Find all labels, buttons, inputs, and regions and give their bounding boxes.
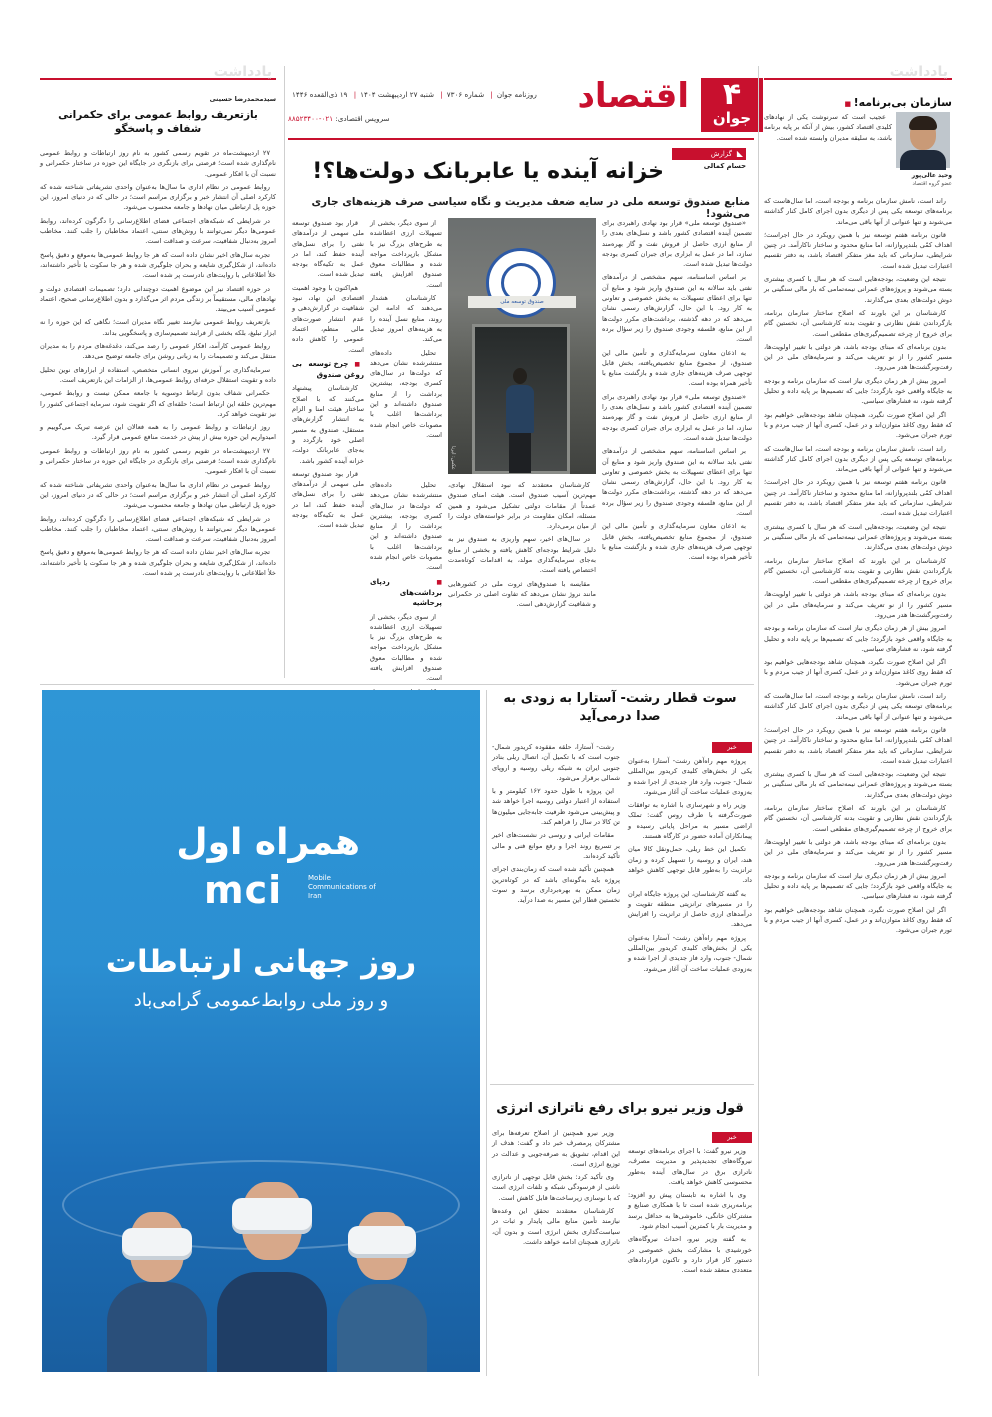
paragraph: از سوی دیگر، بخشی از تسهیلات ارزی اعطاشده به طرح‌های بزرگ نیز با مشکل بازپرداخت مواجه شده و مطالبات معوق صندوق افزایش یافته است. — [370, 219, 442, 289]
article-column-2 — [448, 480, 596, 682]
column-divider — [284, 66, 285, 678]
energy-news-column-left — [492, 1128, 620, 1376]
left-column-strip — [40, 66, 276, 80]
service-line — [288, 114, 390, 123]
energy-news-column-right — [628, 1146, 752, 1376]
left-column-strip-label: یادداشت — [213, 64, 272, 80]
rail-news-tag: خبر — [712, 742, 752, 753]
paragraph: بر اساس اساسنامه، سهم مشخصی از درآمدهای نفتی باید سالانه به این صندوق واریز شود و منابع آن تنها برای اعطای تسهیلات به بخش خصوصی و تعاونی به کار رود. با این حال، گزارش‌های رسمی نشان می‌دهد که در دهه گذشته، برداشت‌های مکرر دولت‌ها از این منابع، فلسفه وجودی صندوق را زیر سؤال برده است. — [602, 273, 752, 344]
paragraph: تجربه سال‌های اخیر نشان داده است که هر جا روابط عمومی‌ها به‌موقع و دقیق پاسخ داده‌اند، از شکل‌گیری شایعه و بحران جلوگیری شده و هر جا سکوت یا تأخیر داشته‌اند، خلأ اطلاعاتی با روایت‌های نادرست پر شده است. — [40, 548, 276, 577]
article-tag: ◣ گزارش — [672, 148, 746, 160]
photo-credit: عکس: ایرنا — [450, 446, 456, 470]
left-editorial-author: سیدمحمدرضا حسینی — [209, 95, 276, 103]
paragraph: بدون برنامه‌ای که مبنای بودجه باشد، هر دولتی با تغییر اولویت‌ها، مسیر کشور را از نو تعریف می‌کند و سرمایه‌های ملی در این رفت‌وبرگشت‌ها هدر می‌رود. — [764, 590, 952, 619]
paragraph: اگر این اصلاح صورت نگیرد، همچنان شاهد بودجه‌هایی خواهیم بود که فقط روی کاغذ متوازن‌اند و در عمل، کسری آنها از جیب مردم و با تورم جبران می‌شود. — [764, 905, 952, 935]
paragraph: ۲۷ اردیبهشت‌ماه در تقویم رسمی کشور به نام روز ارتباطات و روابط عمومی نام‌گذاری شده است؛ فرصتی برای بازنگری در جایگاه این حوزه در ساختار حکمرانی و نسبت آن با افکار عمومی. — [40, 446, 276, 476]
left-editorial-title: بازتعریف روابط عمومی برای حکمرانی شفاف و پاسخگو — [58, 109, 258, 135]
article-column-4 — [292, 218, 364, 682]
paragraph: مقامات ایرانی و روسی در نشست‌های اخیر بر تسریع روند اجرا و رفع موانع فنی و مالی تأکید کرده‌اند. — [492, 831, 620, 860]
paragraph: مقایسه با صندوق‌های ثروت ملی در کشورهایی مانند نروژ نشان می‌دهد که تفاوت اصلی در حکمرانی و شفافیت گزارش‌دهی است. — [448, 579, 596, 609]
right-editorial-author-role: عضو گروه اقتصاد — [912, 181, 952, 187]
paragraph: همچنین تأکید شده است که زمان‌بندی اجرای پروژه باید به‌گونه‌ای باشد که در کوتاه‌ترین زمان ممکن به بهره‌برداری برسد و سوت نخستین قطار این مسیر به صدا درآید. — [492, 865, 620, 905]
paragraph: ۲۷ اردیبهشت‌ماه در تقویم رسمی کشور به نام روز ارتباطات و روابط عمومی نام‌گذاری شده است؛ فرصتی برای بازنگری در جایگاه این حوزه در ساختار حکمرانی و نسبت آن با افکار عمومی. — [40, 149, 276, 178]
paragraph: تکمیل این خط ریلی، حمل‌ونقل کالا میان هند، ایران و روسیه را تسهیل کرده و زمان ترانزیت را به‌طور قابل توجهی کاهش خواهد داد. — [628, 845, 752, 885]
paragraph: امروز بیش از هر زمان دیگری نیاز است که سازمان برنامه و بودجه به جایگاه واقعی خود بازگردد؛ جایی که تصمیم‌ها بر پایه داده و تحلیل گرفته شود، نه فشارهای سیاسی. — [764, 871, 952, 901]
article-column-1 — [602, 218, 752, 682]
paragraph: هم‌اکنون با وجود اهمیت اقتصادی این نهاد، نبود شفافیت در گزارش‌دهی و عدم انتشار صورت‌های مالی منظم، اعتماد عمومی را کاهش داده است. — [292, 283, 364, 354]
article-column-3b — [370, 218, 442, 474]
paragraph: راند است، نامش سازمان برنامه و بودجه است، اما سال‌هاست که برنامه‌های توسعه یکی پس از دیگری بدون اجرای کامل کنار گذاشته می‌شوند و تنها عنوانی از آنها باقی می‌ماند. — [764, 197, 952, 226]
paragraph: کارشناسان هشدار می‌دهند که ادامه این روند، منابع نسل آینده را به هزینه‌های امروز تبدیل می‌کند. — [370, 294, 442, 344]
paragraph: قرار بود صندوق توسعه ملی سهمی از درآمدهای نفتی را برای نسل‌های آینده حفظ کند، اما در عمل به تکیه‌گاه بودجه تبدیل شده است. — [292, 219, 364, 279]
paragraph: در شرایطی که شبکه‌های اجتماعی فضای اطلاع‌رسانی را دگرگون کرده‌اند، روابط عمومی‌ها دیگر نمی‌توانند با روش‌های سنتی، اعتماد مخاطبان را جلب کنند. مخاطب امروز به‌دنبال شفافیت، سرعت و صداقت است. — [40, 514, 276, 544]
energy-news-tag: خبر — [712, 1132, 752, 1143]
issue-number: شماره ۷۳۰۶ — [446, 90, 485, 99]
paragraph: این پروژه با طول حدود ۱۶۲ کیلومتر و با استفاده از اعتبار دولتی روسیه اجرا خواهد شد و پیش‌بینی می‌شود ظرفیت جابه‌جایی میلیون‌ها تن کالا در سال را فراهم کند. — [492, 787, 620, 827]
paragraph: عجیب است که سرنوشت یکی از نهادهای کلیدی اقتصاد کشور، بیش از آنکه بر پایه برنامه باشد، به سلیقه مدیران وابسته شده است. — [764, 113, 892, 142]
rail-news-column-right — [628, 756, 752, 1076]
paragraph: «صندوق توسعه ملی» قرار بود نهادی راهبردی برای تضمین آینده اقتصادی کشور باشد و نسل‌های بعدی را از منابع ارزی حاصل از فروش نفت و گاز بهره‌مند سازد، اما در عمل به ابزاری برای جبران کسری بودجه دولت‌ها تبدیل شده است. — [602, 392, 752, 442]
paragraph: پروژه مهم راه‌آهن رشت- آستارا به‌عنوان یکی از بخش‌های کلیدی کریدور بین‌المللی شمال- جنوب، وارد فاز جدیدی از اجرا شده و به‌زودی عملیات ساخت آن آغاز می‌شود. — [628, 757, 752, 796]
right-column-strip-label: یادداشت — [889, 64, 948, 80]
paragraph: وی تأکید کرد: بخش قابل توجهی از ناترازی ناشی از فرسودگی شبکه و تلفات انرژی است که با نوسازی زیرساخت‌ها قابل کاهش است. — [492, 1173, 620, 1202]
paragraph: روابط عمومی در نظام اداری ما سال‌ها به‌عنوان واحدی تشریفاتی شناخته شده که کارکرد اصلی آن انتشار خبر و برگزاری مراسم است؛ در حالی که در دنیای امروز، این حوزه پل ارتباطی میان نهادها و جامعه محسوب می‌شود. — [40, 182, 276, 212]
brand-name: جوان — [712, 109, 752, 127]
service-label: سرویس اقتصادی: — [335, 114, 390, 123]
paragraph: قانون برنامه هفتم توسعه نیز با همین رویکرد در حال اجراست؛ اهداف کمّی بلندپروازانه، اما منابع محدود و ساختار ناکارآمد. در چنین شرایطی، سازمانی که باید مغز متفکر اقتصاد باشد، به دفتر تقسیم اعتبارات تبدیل شده است. — [764, 478, 952, 518]
photo-sign-text: صندوق توسعه ملی — [468, 296, 576, 308]
column-divider — [758, 66, 759, 1376]
paragraph: وزیر راه و شهرسازی با اشاره به توافقات صورت‌گرفته با طرف روس گفت: تملک اراضی مسیر به مراحل پایانی رسیده و پیمانکاران آماده حضور در کارگاه هستند. — [628, 801, 752, 841]
paragraph: نتیجه این وضعیت، بودجه‌هایی است که هر سال با کسری بیشتری بسته می‌شوند و پروژه‌های عمرانی نیمه‌تمامی که بار مالی سنگینی بر دوش دولت‌های بعدی می‌گذارند. — [764, 275, 952, 304]
paragraph: وزیر نیرو گفت: با اجرای برنامه‌های توسعه نیروگاه‌های تجدیدپذیر و مدیریت مصرف، ناترازی برق در سال‌های آینده به‌طور محسوسی کاهش خواهد یافت. — [628, 1147, 752, 1186]
paragraph: روز ارتباطات و روابط عمومی را به همه فعالان این عرصه تبریک می‌گوییم و امیدواریم این حوزه بیش از پیش در خدمت منافع عمومی قرار گیرد. — [40, 423, 276, 442]
paragraph: نتیجه این وضعیت، بودجه‌هایی است که هر سال با کسری بیشتری بسته می‌شوند و پروژه‌های عمرانی نیمه‌تمامی که بار مالی سنگینی بر دوش دولت‌های بعدی می‌گذارند. — [764, 522, 952, 552]
article-subhead: ■ ردپای برداشت‌های پرحاشیه — [370, 577, 442, 609]
article-photo — [448, 218, 596, 474]
paragraph: قانون برنامه هفتم توسعه نیز با همین رویکرد در حال اجراست؛ اهداف کمّی بلندپروازانه، اما منابع محدود و ساختار ناکارآمد. در چنین شرایطی، سازمانی که باید مغز متفکر اقتصاد باشد، به دفتر تقسیم اعتبارات تبدیل شده است. — [764, 725, 952, 765]
paragraph: کارشناسان بر این باورند که اصلاح ساختار سازمان برنامه، بازگرداندن نقش نظارتی و تقویت بدنه کارشناسی آن، نخستین گام برای خروج از چرخه تصمیم‌گیری‌های مقطعی است. — [764, 308, 952, 338]
paragraph: به گفته وزیر نیرو، احداث نیروگاه‌های خورشیدی با مشارکت بخش خصوصی در دستور کار قرار دارد و تاکنون قراردادهای متعددی منعقد شده است. — [628, 1235, 752, 1275]
rail-news-title: سوت قطار رشت- آستارا به زودی به صدا درمی‌آید — [503, 691, 737, 724]
paragraph: بدون برنامه‌ای که مبنای بودجه باشد، هر دولتی با تغییر اولویت‌ها، مسیر کشور را از نو تعریف می‌کند و سرمایه‌های ملی در این رفت‌وبرگشت‌ها هدر می‌رود. — [764, 837, 952, 867]
energy-news-title: قول وزیر نیرو برای رفع ناترازی انرژی — [496, 1101, 744, 1116]
section-title: اقتصاد — [577, 76, 689, 116]
paragraph: در شرایطی که شبکه‌های اجتماعی فضای اطلاع‌رسانی را دگرگون کرده‌اند، روابط عمومی‌ها دیگر نمی‌توانند با روش‌های سنتی، اعتماد مخاطبان را جلب کنند. مخاطب امروز به‌دنبال شفافیت، سرعت و صداقت است. — [40, 216, 276, 246]
paragraph: بازتعریف روابط عمومی نیازمند تغییر نگاه مدیران است؛ نگاهی که این حوزه را نه ابزار تبلیغ، بلکه بخشی از فرایند تصمیم‌سازی و پاسخگویی بداند. — [40, 318, 276, 337]
paragraph: روابط عمومی کارآمد، افکار عمومی را رصد می‌کند، دغدغه‌های مردم را به مدیران منتقل می‌کند و تصمیمات را به زبانی روشن برای جامعه توضیح می‌دهد. — [40, 342, 276, 361]
paragraph: قرار بود صندوق توسعه ملی سهمی از درآمدهای نفتی را برای نسل‌های آینده حفظ کند، اما در عمل به تکیه‌گاه بودجه تبدیل شده است. — [292, 469, 364, 530]
paragraph: حکمرانی شفاف بدون ارتباط دوسویه با جامعه ممکن نیست و روابط عمومی، مهم‌ترین حلقه این ارتباط است؛ حلقه‌ای که اگر تقویت شود، سرمایه اجتماعی کشور را نیز تقویت خواهد کرد. — [40, 389, 276, 418]
article-column-3 — [370, 480, 442, 682]
paragraph: به اذعان معاون سرمایه‌گذاری و تأمین مالی این صندوق، از مجموع منابع تخصیص‌یافته، بخش قابل توجهی صرف هزینه‌های جاری شده و بازگشت منابع با تأخیر همراه بوده است. — [602, 522, 752, 562]
news-divider — [490, 1084, 754, 1085]
issue-date: شنبه ۲۷ اردیبهشت ۱۴۰۴ — [360, 90, 435, 99]
service-phone: ۰۲۱-۸۸۵۲۳۴۰۰ — [288, 114, 334, 123]
masthead-rule — [288, 138, 754, 140]
article-headline: خزانه آینده یا عابربانک دولت‌ها؟! — [312, 159, 664, 184]
right-editorial-intro — [764, 112, 892, 194]
right-editorial-title: سازمان بی‌برنامه! ■ — [764, 96, 952, 109]
paragraph: بدون برنامه‌ای که مبنای بودجه باشد، هر دولتی با تغییر اولویت‌ها، مسیر کشور را از نو تعریف می‌کند و سرمایه‌های ملی در این رفت‌وبرگشت‌ها هدر می‌رود. — [764, 342, 952, 372]
author-photo — [896, 112, 950, 168]
ad-brand-en: Mobile Communications of Iran — [308, 874, 376, 900]
right-editorial-author: وحید عالی‌پور — [911, 172, 952, 179]
issue-info: روزنامه جوان| شماره ۷۳۰۶| شنبه ۲۷ اردیبهشت ۱۴۰۴| ۱۹ ذی‌القعده ۱۴۴۶ — [292, 90, 537, 99]
paragraph: سرمایه‌گذاری بر آموزش نیروی انسانی متخصص، استفاده از ابزارهای نوین تحلیل داده و تقویت استقلال حرفه‌ای روابط عمومی‌ها، از الزامات این بازتعریف است. — [40, 365, 276, 384]
person-vr-icon — [212, 1142, 332, 1372]
paragraph: تحلیل داده‌های منتشرشده نشان می‌دهد که دولت‌ها در سال‌های کسری بودجه، بیشترین برداشت را از منابع صندوق داشته‌اند و این برداشت‌ها اغلب با مصوبات خاص انجام شده است. — [370, 481, 442, 572]
paragraph: قانون برنامه هفتم توسعه نیز با همین رویکرد در حال اجراست؛ اهداف کمّی بلندپروازانه، اما منابع محدود و ساختار ناکارآمد. در چنین شرایطی، سازمانی که باید مغز متفکر اقتصاد باشد، به دفتر تقسیم اعتبارات تبدیل شده است. — [764, 230, 952, 270]
right-editorial-body — [764, 196, 952, 1376]
paragraph: کارشناسان بر این باورند که اصلاح ساختار سازمان برنامه، بازگرداندن نقش نظارتی و تقویت بدنه کارشناسی آن، نخستین گام برای خروج از چرخه تصمیم‌گیری‌های مقطعی است. — [764, 804, 952, 833]
mci-advertisement[interactable] — [42, 690, 480, 1372]
ad-title: روز جهانی ارتباطات — [105, 944, 417, 980]
paragraph: اگر این اصلاح صورت نگیرد، همچنان شاهد بودجه‌هایی خواهیم بود که فقط روی کاغذ متوازن‌اند و در عمل، کسری آنها از جیب مردم و با تورم جبران می‌شود. — [764, 410, 952, 440]
paragraph: به اذعان معاون سرمایه‌گذاری و تأمین مالی این صندوق، از مجموع منابع تخصیص‌یافته، بخش قابل توجهی صرف هزینه‌های جاری شده و بازگشت منابع با تأخیر همراه بوده است. — [602, 348, 752, 388]
ad-subtitle: و روز ملی روابط‌عمومی گرامی‌باد — [133, 990, 389, 1011]
paragraph: تحلیل داده‌های منتشرشده نشان می‌دهد که دولت‌ها در سال‌های کسری بودجه، بیشترین برداشت را از منابع صندوق داشته‌اند و این برداشت‌ها اغلب با مصوبات خاص انجام شده است. — [370, 348, 442, 439]
paragraph: به گفته کارشناسان، این پروژه جایگاه ایران را در مسیرهای ترانزیتی منطقه تقویت و درآمدهای ارزی حاصل از ترانزیت را افزایش می‌دهد. — [628, 889, 752, 929]
newspaper-name: روزنامه جوان — [496, 90, 537, 99]
paragraph: راند است، نامش سازمان برنامه و بودجه است، اما سال‌هاست که برنامه‌های توسعه یکی پس از دیگری بدون اجرای کامل کنار گذاشته می‌شوند و تنها عنوانی از آنها باقی می‌ماند. — [764, 444, 952, 474]
page-number: ۴ — [722, 77, 742, 112]
paragraph: وی با اشاره به تابستان پیش رو افزود: برنامه‌ریزی شده است تا با همکاری صنایع و مشترکان خانگی، خاموشی‌ها به حداقل برسد و مدیریت بار با کمترین آسیب انجام شود. — [628, 1191, 752, 1231]
masthead — [288, 62, 763, 134]
paragraph: نتیجه این وضعیت، بودجه‌هایی است که هر سال با کسری بیشتری بسته می‌شوند و پروژه‌های عمرانی نیمه‌تمامی که بار مالی سنگینی بر دوش دولت‌های بعدی می‌گذارند. — [764, 770, 952, 799]
brand-logo — [701, 78, 763, 132]
paragraph: از سوی دیگر، بخشی از تسهیلات ارزی اعطاشده به طرح‌های بزرگ نیز با مشکل بازپرداخت مواجه شده و مطالبات معوق صندوق افزایش یافته است. — [370, 612, 442, 683]
paragraph: وزیر نیرو همچنین از اصلاح تعرفه‌ها برای مشترکان پرمصرف خبر داد و گفت: هدف از این اقدام، تشویق به صرفه‌جویی و عدالت در توزیع انرژی است. — [492, 1129, 620, 1168]
paragraph: «صندوق توسعه ملی» قرار بود نهادی راهبردی برای تضمین آینده اقتصادی کشور باشد و نسل‌های بعدی را از منابع ارزی حاصل از فروش نفت و گاز بهره‌مند سازد، اما در عمل به ابزاری برای جبران کسری بودجه دولت‌ها تبدیل شده است. — [602, 219, 752, 269]
person-vr-icon — [332, 1172, 432, 1372]
paragraph: رشت- آستارا، حلقه مفقوده کریدور شمال- جنوب است که با تکمیل آن، اتصال ریلی بنادر جنوبی ایران به شبکه ریلی روسیه و اروپای شمالی برقرار می‌شود. — [492, 743, 620, 782]
paragraph: راند است، نامش سازمان برنامه و بودجه است، اما سال‌هاست که برنامه‌های توسعه یکی پس از دیگری بدون اجرای کامل کنار گذاشته می‌شوند و تنها عنوانی از آنها باقی می‌ماند. — [764, 692, 952, 721]
paragraph: بر اساس اساسنامه، سهم مشخصی از درآمدهای نفتی باید سالانه به این صندوق واریز شود و منابع آن تنها برای اعطای تسهیلات به بخش خصوصی و تعاونی به کار رود. با این حال، گزارش‌های رسمی نشان می‌دهد که در دهه گذشته، برداشت‌های مکرر دولت‌ها از این منابع، فلسفه وجودی صندوق را زیر سؤال برده است. — [602, 447, 752, 518]
paragraph: روابط عمومی در نظام اداری ما سال‌ها به‌عنوان واحدی تشریفاتی شناخته شده که کارکرد اصلی آن انتشار خبر و برگزاری مراسم است؛ در حالی که در دنیای امروز، این حوزه پل ارتباطی میان نهادها و جامعه محسوب می‌شود. — [40, 480, 276, 510]
paragraph: امروز بیش از هر زمان دیگری نیاز است که سازمان برنامه و بودجه به جایگاه واقعی خود بازگردد؛ جایی که تصمیم‌ها بر پایه داده و تحلیل گرفته شود، نه فشارهای سیاسی. — [764, 376, 952, 406]
article-subhead: ■ چرخ توسعه بی روغن صندوق — [292, 359, 364, 381]
paragraph: کارشناسان بر این باورند که اصلاح ساختار سازمان برنامه، بازگرداندن نقش نظارتی و تقویت بدنه کارشناسی آن، نخستین گام برای خروج از چرخه تصمیم‌گیری‌های مقطعی است. — [764, 556, 952, 586]
paragraph: اگر این اصلاح صورت نگیرد، همچنان شاهد بودجه‌هایی خواهیم بود که فقط روی کاغذ متوازن‌اند و در عمل، کسری آنها از جیب مردم و با تورم جبران می‌شود. — [764, 658, 952, 687]
ad-brand-fa: همراه اول — [176, 822, 360, 863]
right-column-strip — [764, 66, 952, 80]
section-divider — [40, 684, 754, 685]
paragraph: در سال‌های اخیر، سهم واریزی به صندوق نیز به دلیل شرایط بودجه‌ای کاهش یافته و بخشی از منابع به‌جای سرمایه‌گذاری مولد، به اقدامات کوتاه‌مدت اختصاص یافته است. — [448, 535, 596, 575]
paragraph: امروز بیش از هر زمان دیگری نیاز است که سازمان برنامه و بودجه به جایگاه واقعی خود بازگردد؛ جایی که تصمیم‌ها بر پایه داده و تحلیل گرفته شود، نه فشارهای سیاسی. — [764, 624, 952, 653]
paragraph: کارشناسان پیشنهاد می‌کنند که با اصلاح ساختار هیئت امنا و الزام به انتشار گزارش‌های مستقل، صندوق به مسیر اصلی خود بازگردد و به‌جای عابربانک دولت، خزانه آینده کشور باشد. — [292, 384, 364, 465]
article-subheadline: منابع صندوق توسعه ملی در سایه ضعف مدیریت و نگاه سیاسی صرف هزینه‌های جاری می‌شود! — [311, 196, 750, 220]
person-figure — [506, 368, 534, 474]
paragraph: در حوزه اقتصاد نیز این موضوع اهمیت دوچندانی دارد؛ تصمیمات اقتصادی دولت و نهادهای مالی، مستقیماً بر زندگی مردم اثر می‌گذارد و بدون اطلاع‌رسانی صحیح، اعتماد عمومی آسیب می‌بیند. — [40, 284, 276, 314]
ad-brand-latin: mci — [204, 868, 283, 912]
article-author: حسام کمالی — [703, 162, 746, 170]
paragraph: کارشناسان معتقدند تحقق این وعده‌ها نیازمند تأمین منابع مالی پایدار و ثبات در سیاست‌گذاری بخش انرژی است و بدون آن، ناترازی همچنان ادامه خواهد داشت. — [492, 1207, 620, 1246]
paragraph: پروژه مهم راه‌آهن رشت- آستارا به‌عنوان یکی از بخش‌های کلیدی کریدور بین‌المللی شمال- جنوب، وارد فاز جدیدی از اجرا شده و به‌زودی عملیات ساخت آن آغاز می‌شود. — [628, 933, 752, 973]
paragraph: کارشناسان معتقدند که نبود استقلال نهادی، مهم‌ترین آسیب صندوق است. هیئت امنای صندوق عمدتاً از مقامات دولتی تشکیل می‌شود و همین مسئله، امکان مقاومت در برابر خواسته‌های دولت را از میان برمی‌دارد. — [448, 481, 596, 531]
column-divider — [486, 690, 487, 1376]
person-vr-icon — [102, 1172, 212, 1372]
left-editorial-body — [40, 148, 276, 674]
rail-news-column-left — [492, 742, 620, 1076]
issue-date-hijri: ۱۹ ذی‌القعده ۱۴۴۶ — [292, 90, 348, 99]
ad-illustration — [102, 1110, 432, 1372]
paragraph: تجربه سال‌های اخیر نشان داده است که هر جا روابط عمومی‌ها به‌موقع و دقیق پاسخ داده‌اند، از شکل‌گیری شایعه و بحران جلوگیری شده و هر جا سکوت یا تأخیر داشته‌اند، خلأ اطلاعاتی با روایت‌های نادرست پر شده است. — [40, 250, 276, 280]
